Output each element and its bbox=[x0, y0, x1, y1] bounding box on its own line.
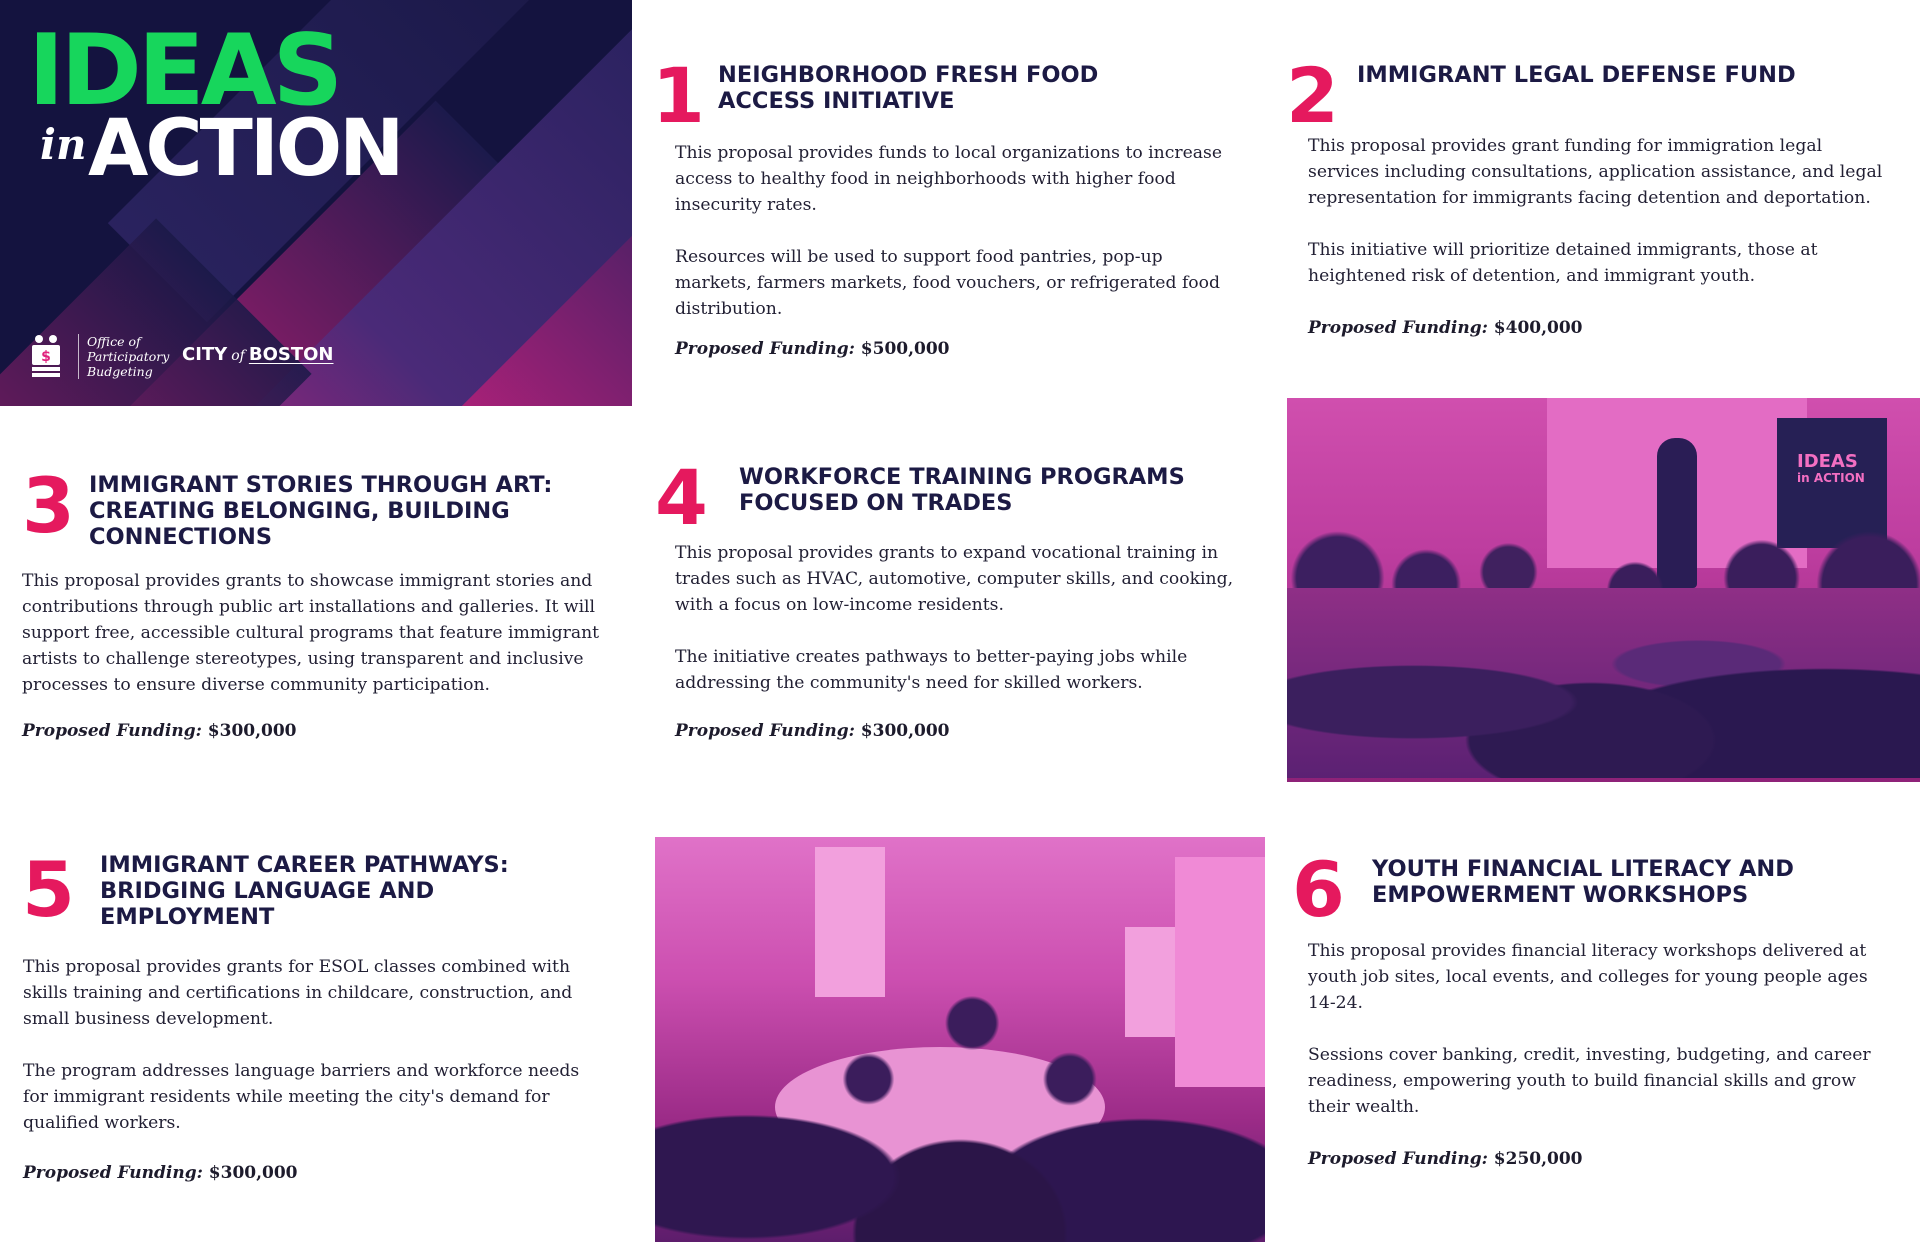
city-name: BOSTON bbox=[248, 344, 334, 365]
proposal-title-line: EMPOWERMENT WORKSHOPS bbox=[1372, 882, 1749, 908]
proposal-title-line: YOUTH FINANCIAL LITERACY AND bbox=[1372, 856, 1794, 882]
screen-logo-line: in ACTION bbox=[1797, 471, 1865, 485]
proposal-paragraph: The initiative creates pathways to better-paying jobs while addressing the community's need for skilled workers. bbox=[675, 647, 1188, 693]
funding-amount: $250,000 bbox=[1493, 1149, 1583, 1169]
proposal-title bbox=[1357, 62, 1796, 88]
screen-logo-line: IDEAS bbox=[1797, 451, 1858, 472]
proposal-4 bbox=[655, 453, 1255, 750]
proposal-title bbox=[718, 62, 1098, 114]
proposal-title-line: EMPLOYMENT bbox=[100, 904, 275, 930]
funding-amount: $500,000 bbox=[860, 339, 950, 359]
proposal-title bbox=[1372, 856, 1794, 908]
proposal-funding bbox=[1308, 1149, 1583, 1169]
funding-amount: $300,000 bbox=[208, 1163, 298, 1183]
funding-label: Proposed Funding: bbox=[22, 721, 202, 741]
hero-title-in: in bbox=[40, 120, 87, 169]
city-of-word: of bbox=[231, 348, 245, 364]
proposal-title-line: NEIGHBORHOOD FRESH FOOD bbox=[718, 62, 1099, 88]
meeting-room-photo bbox=[1287, 398, 1920, 782]
proposal-title-line: IMMIGRANT LEGAL DEFENSE FUND bbox=[1357, 62, 1796, 88]
funding-label: Proposed Funding: bbox=[675, 721, 855, 741]
proposal-body bbox=[675, 140, 1235, 348]
proposal-5 bbox=[22, 845, 622, 1192]
proposal-body bbox=[1308, 133, 1888, 315]
proposal-title bbox=[100, 852, 509, 930]
office-line: Participatory bbox=[87, 349, 170, 364]
proposal-paragraph: This proposal provides grants to showcase immigrant stories and contributions through public art installations and galleries. It will support free, accessible cultural programs that feature immigrant artists to challenge stereotypes, using transparent and inclusive processes to ensure diverse community participation. bbox=[22, 571, 600, 695]
proposal-number: 5 bbox=[22, 845, 75, 934]
office-name bbox=[78, 334, 169, 379]
svg-text:$: $ bbox=[41, 349, 51, 365]
audience-crowd bbox=[1287, 588, 1920, 778]
proposal-6 bbox=[1292, 845, 1902, 1182]
proposal-paragraph: The program addresses language barriers and workforce needs for immigrant residents while meeting the city's demand for qualified workers. bbox=[23, 1061, 580, 1133]
proposal-title-line: ACCESS INITIATIVE bbox=[718, 88, 955, 114]
proposal-title-line: WORKFORCE TRAINING PROGRAMS bbox=[739, 464, 1185, 490]
proposal-2 bbox=[1286, 51, 1906, 358]
hero-title-action: ACTION bbox=[88, 104, 402, 194]
screen-logo-text bbox=[1797, 453, 1865, 487]
proposal-title bbox=[89, 472, 552, 550]
office-line: Office of bbox=[87, 334, 141, 349]
proposal-paragraph: This proposal provides grant funding for immigration legal services including consultations, application assistance, and legal representation for immigrants facing detention and deportation. bbox=[1308, 136, 1883, 208]
proposal-title-line: BRIDGING LANGUAGE AND bbox=[100, 878, 435, 904]
proposal-body bbox=[23, 954, 593, 1162]
proposal-number: 1 bbox=[652, 51, 705, 140]
office-line: Budgeting bbox=[87, 364, 153, 379]
proposal-1 bbox=[652, 51, 1252, 378]
proposal-title-line: IMMIGRANT CAREER PATHWAYS: bbox=[100, 852, 509, 878]
proposal-number: 4 bbox=[655, 453, 708, 542]
hero-banner bbox=[0, 0, 632, 406]
proposal-body bbox=[22, 568, 612, 724]
proposal-body bbox=[675, 540, 1245, 722]
proposal-3 bbox=[22, 461, 622, 748]
proposal-number: 3 bbox=[22, 461, 75, 550]
proposal-paragraph: This proposal provides grants for ESOL classes combined with skills training and certifications in childcare, construction, and small business development. bbox=[23, 957, 573, 1029]
funding-amount: $400,000 bbox=[1493, 318, 1583, 338]
proposal-paragraph: This initiative will prioritize detained immigrants, those at heightened risk of detention, and immigrant youth. bbox=[1308, 240, 1818, 286]
hero-title-ideas: IDEAS bbox=[28, 14, 340, 128]
group-discussion-photo bbox=[655, 837, 1265, 1242]
proposal-title bbox=[739, 464, 1185, 516]
proposal-title-line: IMMIGRANT STORIES THROUGH ART: bbox=[89, 472, 553, 498]
proposal-title-line: FOCUSED ON TRADES bbox=[739, 490, 1013, 516]
proposal-funding bbox=[675, 339, 950, 359]
funding-label: Proposed Funding: bbox=[675, 339, 855, 359]
proposal-paragraph: This proposal provides funds to local organizations to increase access to healthy food in neighborhoods with higher food insecurity rates. bbox=[675, 143, 1222, 215]
proposal-funding bbox=[675, 721, 950, 741]
proposal-paragraph: This proposal provides grants to expand vocational training in trades such as HVAC, automotive, computer skills, and cooking, with a focus on low-income residents. bbox=[675, 543, 1234, 615]
funding-label: Proposed Funding: bbox=[23, 1163, 203, 1183]
proposal-funding bbox=[1308, 318, 1583, 338]
seated-people bbox=[655, 967, 1265, 1242]
proposal-number: 2 bbox=[1286, 51, 1339, 140]
proposal-title-line: CREATING BELONGING, BUILDING bbox=[89, 498, 510, 524]
proposal-paragraph: Resources will be used to support food pantries, pop-up markets, farmers markets, food vouchers, or refrigerated food distribution. bbox=[675, 247, 1221, 319]
proposal-body bbox=[1308, 938, 1888, 1146]
funding-label: Proposed Funding: bbox=[1308, 1149, 1488, 1169]
proposal-paragraph: This proposal provides financial literacy workshops delivered at youth job sites, local events, and colleges for young people ages 14-24. bbox=[1308, 941, 1868, 1013]
city-word: CITY bbox=[182, 344, 228, 365]
proposal-title-line: CONNECTIONS bbox=[89, 524, 273, 550]
proposal-funding bbox=[23, 1163, 298, 1183]
funding-amount: $300,000 bbox=[207, 721, 297, 741]
city-of-boston-logo bbox=[182, 344, 334, 365]
proposal-paragraph: Sessions cover banking, credit, investing, budgeting, and career readiness, empowering youth to build financial skills and grow their wealth. bbox=[1308, 1045, 1871, 1117]
proposal-number: 6 bbox=[1292, 845, 1345, 934]
budgeting-icon bbox=[30, 334, 62, 378]
proposal-funding bbox=[22, 721, 297, 741]
funding-amount: $300,000 bbox=[860, 721, 950, 741]
funding-label: Proposed Funding: bbox=[1308, 318, 1488, 338]
